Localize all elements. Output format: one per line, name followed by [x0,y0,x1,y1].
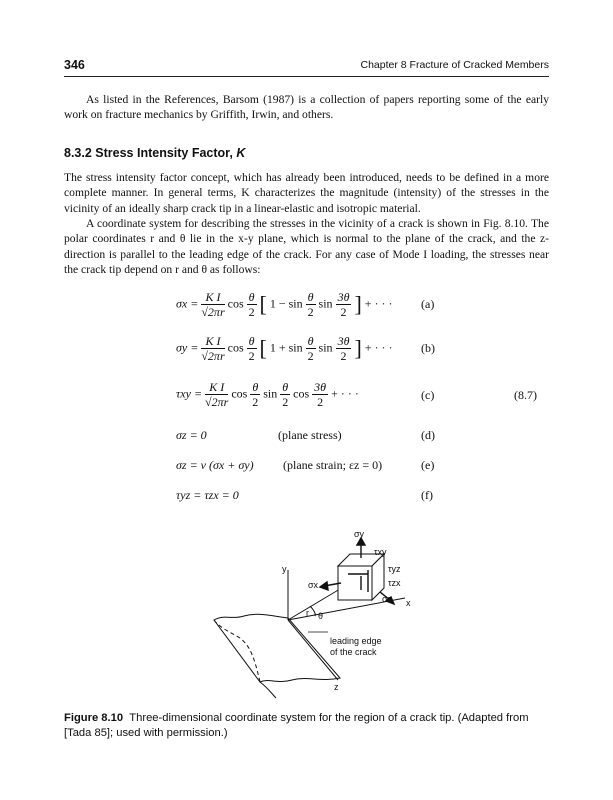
equation-tag-d: (d) [421,428,435,442]
sigma-z-label: σz [382,594,393,604]
equation-e: σz = ν (σx + σy) [176,458,254,472]
bracket-term: 1 + sin [269,340,303,355]
equation-b: σy = $\frac{\text{K I}}{√2\pi r}$ cos $\frac{\theta}{2}$ [ 1 + sin $\frac{\theta}{2}$ sin $\frac{3\theta}{2}$ ] + · · · [176,334,393,363]
figure-label: Figure 8.10 [64,712,124,724]
section-symbol: K [236,146,246,160]
crack-surface [214,614,340,698]
cos-term: cos [227,296,244,311]
equation-d-note: (plane stress) [278,428,342,442]
tau-xy-label: τxy [374,547,387,557]
tau-zx-label: τzx [388,578,401,588]
header-rule [64,76,549,77]
leading-edge-label-1: leading edge [330,636,382,646]
equation-tag-c: (c) [421,388,435,402]
section-heading [64,146,245,160]
r-label: r [306,608,309,618]
paragraph-intro: As listed in the References, Barsom (1987) is a collection of papers reporting some of the early work on fracture mechanics by Griffith, Irwin, and others. [64,93,549,122]
paragraph-coordinates: A coordinate system for describing the stresses in the vicinity of a crack is shown in Fig. 8.10. The polar coordinates r and θ lie in the x-y plane, which is normal to the plane of the crack, and the z-direction is parallel to the leading edge of the crack. For any case of Mode I loading, the stresses near the crack tip depend on r and θ as follows: [64,217,549,277]
leading-edge-label-2: of the crack [330,647,377,657]
equation-a-lhs: σx = [176,296,199,311]
fraction-numerator: K I [201,290,224,305]
figure-caption [64,711,549,741]
equation-f: τyz = τzx = 0 [176,488,239,502]
half-angle-fraction: $\frac{\theta}{2}$ [248,290,255,319]
equation-group-number: (8.7) [514,388,537,402]
equation-a: σx = $\frac{\text{K I}}{√2\pi r}$ cos $\frac{\theta}{2}$ [ 1 − sin $\frac{\theta}{2}$ sin $\frac{3\theta}{2}$ ] + · · · [176,290,393,319]
equation-c-lhs: τxy = [176,386,203,401]
equation-tag-f: (f) [421,488,433,502]
equation-b-lhs: σy = [176,340,199,355]
fraction-denominator: √2πr [201,305,225,319]
equation-d: σz = 0 [176,428,207,442]
section-title: 8.3.2 Stress Intensity Factor, [64,146,233,160]
figure-caption-text: Three-dimensional coordinate system for the region of a crack tip. (Adapted from [Tada 85]; used with permission.) [64,712,529,739]
crack-tip-coordinate-figure [210,528,430,704]
page-number: 346 [64,58,85,72]
sigma-x-label: σx [308,580,319,590]
sigma-y-label: σy [354,529,365,539]
running-head: Chapter 8 Fracture of Cracked Members [360,59,549,71]
tau-yz-label: τyz [388,564,401,574]
page-header [64,58,549,76]
equation-tag-a: (a) [421,297,435,311]
theta-arc [310,606,315,616]
equation-tag-b: (b) [421,341,435,355]
equation-c: τxy = $\frac{\text{K I}}{√2\pi r}$ cos $\frac{\theta}{2}$ sin $\frac{\theta}{2}$ cos $\frac{3\theta}{2}$ + · · · [176,380,359,409]
bracket-term: 1 − sin [269,296,303,311]
equation-e-note: (plane strain; εz = 0) [283,458,383,472]
z-axis-label: z [334,682,339,692]
paragraph-definition: The stress intensity factor concept, which has already been introduced, needs to be defined in a more complete manner. In general terms, K characterizes the magnitude (intensity) of the stresses in the vicinity of an ideally sharp crack tip in a linear-elastic and isotropic material. [64,171,549,215]
theta-label: θ [318,611,324,621]
stress-intensity-fraction [201,290,224,319]
series-continuation: + · · · [364,296,393,311]
x-axis-label: x [406,598,411,608]
equation-tag-e: (e) [421,458,435,472]
y-axis-label: y [282,564,287,574]
